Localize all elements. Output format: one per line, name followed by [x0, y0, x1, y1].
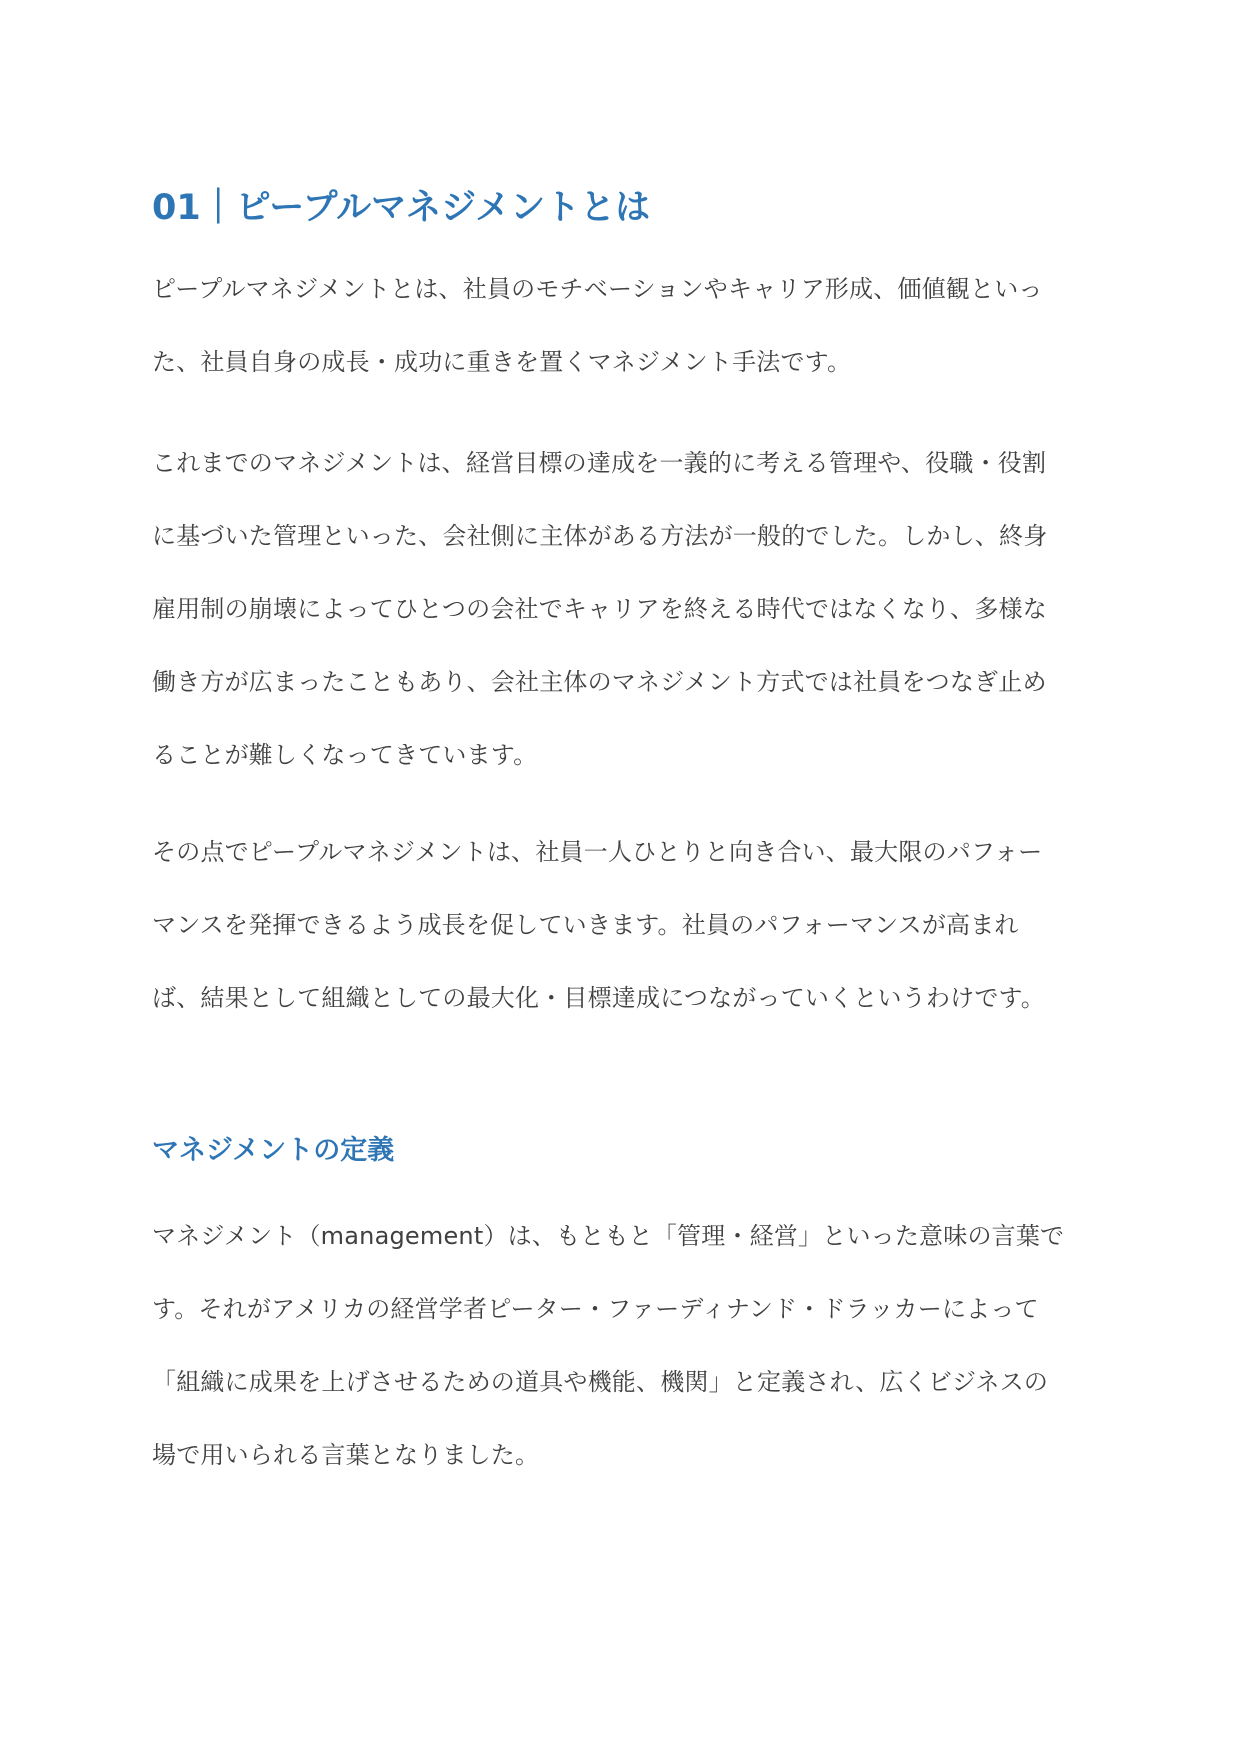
paragraph-line: 雇用制の崩壊によってひとつの会社でキャリアを終える時代ではなくなり、多様な — [152, 595, 1047, 623]
subsection-title: マネジメントの定義 — [152, 1135, 395, 1166]
document-content — [152, 182, 1092, 1492]
paragraph-line: に基づいた管理といった、会社側に主体がある方法が一般的でした。しかし、終身 — [152, 522, 1048, 550]
paragraph-line: ピープルマネジメントとは、社員のモチベーションやキャリア形成、価値観といっ — [152, 275, 1043, 303]
paragraph-line: その点でピープルマネジメントは、社員一人ひとりと向き合い、最大限のパフォー — [152, 838, 1043, 866]
paragraph-3 — [152, 816, 1092, 1035]
paragraph-line: た、社員自身の成長・成功に重きを置くマネジメント手法です。 — [152, 348, 852, 376]
paragraph-line: 場で用いられる言葉となりました。 — [152, 1441, 540, 1469]
paragraph-line: これまでのマネジメントは、経営目標の達成を一義的に考える管理や、役職・役割 — [152, 449, 1047, 477]
paragraph-4 — [152, 1200, 1092, 1492]
paragraph-line: ることが難しくなってきています。 — [152, 741, 538, 769]
paragraph-line: マネジメント（management）は、もともと「管理・経営」といった意味の言葉で — [152, 1222, 1065, 1250]
paragraph-line: す。それがアメリカの経営学者ピーター・ファーディナンド・ドラッカーによって — [152, 1295, 1039, 1323]
paragraph-line: マンスを発揮できるよう成長を促していきます。社員のパフォーマンスが高まれ — [152, 911, 1019, 939]
paragraph-line: ば、結果として組織としての最大化・目標達成につながっていくというわけです。 — [152, 984, 1045, 1012]
paragraph-2 — [152, 427, 1092, 792]
paragraph-1 — [152, 253, 1092, 399]
section-title: 01｜ピープルマネジメントとは — [152, 188, 651, 228]
paragraph-line: 働き方が広まったこともあり、会社主体のマネジメント方式では社員をつなぎ止め — [152, 668, 1047, 696]
paragraph-line: 「組織に成果を上げさせるための道具や機能、機関」と定義され、広くビジネスの — [152, 1368, 1049, 1396]
